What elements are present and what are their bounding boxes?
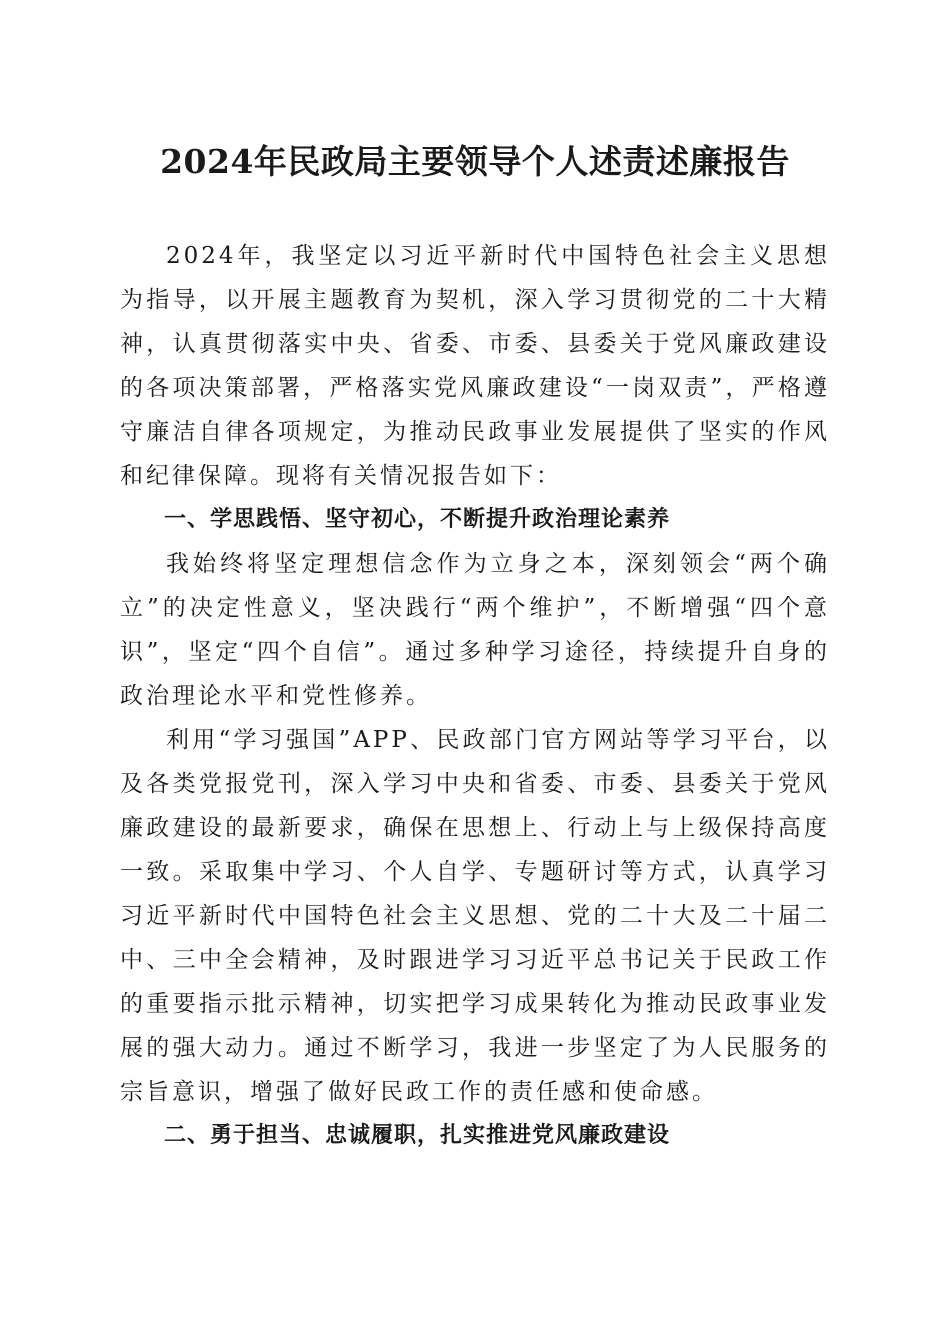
section-2-heading: 二、勇于担当、忠诚履职，扎实推进党风廉政建设 bbox=[164, 1123, 671, 1148]
section-1-heading: 一、学思践悟、坚守初心，不断提升政治理论素养 bbox=[164, 507, 671, 532]
document-page bbox=[120, 130, 830, 1158]
document-title: 2024年民政局主要领导个人述责述廉报告 bbox=[160, 142, 790, 181]
section-1-paragraph-2: 利用“学习强国”APP、民政部门官方网站等学习平台，以及各类党报党刊，深入学习中央和省委、市委、县委关于党风廉政建设的最新要求，确保在思想上、行动上与上级保持高度一致。采取集中学习、个人自学、专题研讨等方式，认真学习习近平新时代中国特色社会主义思想、党的二十大及二十届二中、三中全会精神，及时跟进学习习近平总书记关于民政工作的重要指示批示精神，切实把学习成果转化为推动民政事业发展的强大动力。通过不断学习，我进一步坚定了为人民服务的宗旨意识，增强了做好民政工作的责任感和使命感。 bbox=[120, 727, 830, 1105]
intro-paragraph: 2024年，我坚定以习近平新时代中国特色社会主义思想为指导，以开展主题教育为契机，深入学习贯彻党的二十大精神，认真贯彻落实中央、省委、市委、县委关于党风廉政建设的各项决策部署，严格落实党风廉政建设“一岗双责”，严格遵守廉洁自律各项规定，为推动民政事业发展提供了坚实的作风和纪律保障。现将有关情况报告如下： bbox=[120, 243, 830, 489]
section-1-paragraph-1: 我始终将坚定理想信念作为立身之本，深刻领会“两个确立”的决定性意义，坚决践行“两个维护”，不断增强“四个意识”，坚定“四个自信”。通过多种学习途径，持续提升自身的政治理论水平和党性修养。 bbox=[120, 551, 830, 709]
